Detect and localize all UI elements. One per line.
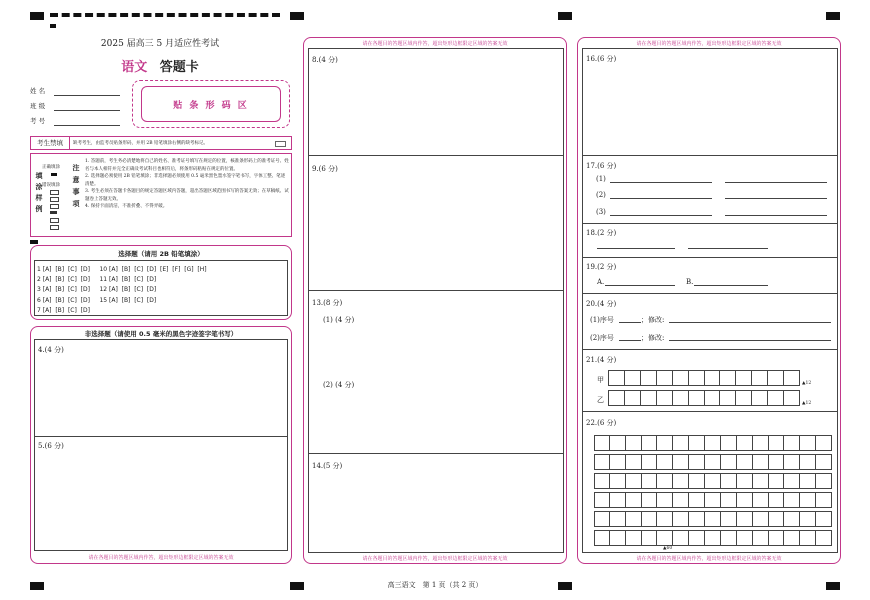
- q20-part1-seq-label: (1)序号: [590, 316, 614, 324]
- writing-cell[interactable]: [721, 530, 737, 546]
- writing-cell[interactable]: [626, 492, 642, 508]
- barcode-area: 贴 条 形 码 区: [141, 86, 281, 122]
- writing-cell[interactable]: [705, 473, 721, 489]
- writing-cell[interactable]: [816, 473, 832, 489]
- writing-cell[interactable]: [657, 435, 673, 451]
- writing-cell[interactable]: [626, 473, 642, 489]
- writing-cell[interactable]: [816, 492, 832, 508]
- writing-cell[interactable]: [610, 492, 626, 508]
- q18-line-a[interactable]: [597, 248, 675, 249]
- writing-cell[interactable]: [626, 530, 642, 546]
- answer-box-q17[interactable]: [582, 155, 838, 224]
- answer-box-q20[interactable]: [582, 293, 838, 350]
- card-name: 答题卡: [159, 60, 199, 75]
- answer-box-q16[interactable]: [582, 48, 838, 156]
- writing-cell[interactable]: [594, 454, 610, 470]
- notice-row: [30, 136, 292, 150]
- q17-part1-label: (1): [596, 175, 606, 183]
- choice-rows: [37, 265, 207, 316]
- writing-cell[interactable]: [689, 511, 705, 527]
- instruction-item: 3. 考生必须在答题卡各题目的规定答题区域内答题，超出答题区域范围书写的答案无效；在草稿纸、试题卷上答题无效。: [85, 189, 289, 202]
- writing-cell[interactable]: [753, 473, 769, 489]
- question-label-q14: 14.(5 分): [312, 462, 343, 470]
- q20-part2-fix-label: ；修改:: [641, 334, 665, 342]
- writing-cell[interactable]: [657, 530, 673, 546]
- writing-cell[interactable]: [657, 492, 673, 508]
- absent-mark-box[interactable]: [275, 141, 286, 147]
- writing-cell[interactable]: [816, 454, 832, 470]
- q21-jia-label: 甲: [597, 376, 604, 384]
- writing-cell[interactable]: [610, 530, 626, 546]
- exam-number-field[interactable]: 考 号: [30, 117, 46, 125]
- q20-part1-seq-line[interactable]: [619, 322, 641, 323]
- writing-cell[interactable]: [721, 511, 737, 527]
- writing-cell[interactable]: [769, 435, 785, 451]
- writing-cell[interactable]: [769, 454, 785, 470]
- writing-cell[interactable]: [800, 492, 816, 508]
- instructions-list: [85, 158, 289, 211]
- writing-cell[interactable]: [753, 454, 769, 470]
- writing-cell[interactable]: [737, 511, 753, 527]
- boundary-warning: 请在各题目的答题区域内作答，超出矩形边框限定区域的答案无效: [88, 555, 234, 561]
- correct-fill-label: 正确填涂: [42, 165, 60, 170]
- writing-cell[interactable]: [626, 511, 642, 527]
- boundary-warning: 请在各题目的答题区域内作答，超出矩形边框限定区域的答案无效: [636, 556, 782, 562]
- q20-part2-fix-line[interactable]: [669, 340, 831, 341]
- fill-example-title: 填涂样例: [35, 172, 44, 216]
- q19-a-label: A.: [597, 278, 605, 286]
- q18-line-b[interactable]: [688, 248, 768, 249]
- q17-part2-label: (2): [596, 191, 606, 199]
- writing-cell[interactable]: [689, 530, 705, 546]
- answer-box-q22[interactable]: [582, 411, 838, 553]
- writing-cell[interactable]: [673, 473, 689, 489]
- writing-cell[interactable]: [673, 454, 689, 470]
- writing-cell[interactable]: [610, 473, 626, 489]
- choice-row[interactable]: 3 [A] [B] [C] [D] 12 [A] [B] [C] [D]: [37, 286, 157, 294]
- writing-cell[interactable]: [657, 473, 673, 489]
- writing-cell[interactable]: [642, 435, 658, 451]
- writing-cell[interactable]: [610, 454, 626, 470]
- timing-mark: [826, 582, 840, 590]
- writing-cell[interactable]: [673, 435, 689, 451]
- choice-title: 选择题（请用 2B 铅笔填涂）: [118, 250, 204, 258]
- wrong-fill-sample: [50, 211, 57, 214]
- writing-cell[interactable]: [753, 492, 769, 508]
- writing-cell[interactable]: [784, 511, 800, 527]
- writing-cell[interactable]: [594, 511, 610, 527]
- writing-cell[interactable]: [800, 530, 816, 546]
- writing-cell[interactable]: [721, 454, 737, 470]
- choice-box: [34, 260, 288, 316]
- question-label-q9: 9.(6 分): [312, 165, 338, 173]
- q19-b-label: B.: [686, 278, 694, 286]
- wrong-fill-sample: [50, 190, 59, 195]
- writing-cell[interactable]: [610, 511, 626, 527]
- writing-cell[interactable]: [753, 511, 769, 527]
- q21-yi-label: 乙: [597, 396, 604, 404]
- writing-cell[interactable]: [626, 454, 642, 470]
- instruction-item: 2. 选择题必须使用 2B 铅笔填涂；非选择题必须使用 0.5 毫米黑色墨水签字笔书写，字体工整、笔迹清楚。: [85, 174, 286, 187]
- writing-cell[interactable]: [689, 492, 705, 508]
- question-label-q13-1: (1) (4 分): [323, 316, 355, 324]
- writing-cell[interactable]: [769, 511, 785, 527]
- answer-box-q21[interactable]: [582, 349, 838, 412]
- answer-box-q18[interactable]: [582, 223, 838, 258]
- choice-row[interactable]: 7 [A] [B] [C] [D]: [37, 306, 90, 314]
- writing-cell[interactable]: [816, 435, 832, 451]
- writing-cell[interactable]: [673, 511, 689, 527]
- writing-cell[interactable]: [721, 435, 737, 451]
- name-line[interactable]: [54, 95, 120, 96]
- writing-cell[interactable]: [800, 435, 816, 451]
- answer-box-q14[interactable]: [308, 453, 564, 553]
- writing-cell[interactable]: [800, 454, 816, 470]
- timing-mark: [50, 24, 56, 28]
- writing-cell[interactable]: [753, 530, 769, 546]
- choice-panel: [30, 245, 292, 320]
- writing-cell[interactable]: [610, 435, 626, 451]
- writing-cell[interactable]: [673, 530, 689, 546]
- writing-cell[interactable]: [705, 530, 721, 546]
- q22-count: ▲60: [663, 546, 673, 551]
- question-label-q19: 19.(2 分): [586, 263, 617, 271]
- wrong-fill-sample: [50, 218, 59, 223]
- writing-cell[interactable]: [816, 530, 832, 546]
- timing-mark: [558, 582, 572, 590]
- q17-part3-line-b[interactable]: [725, 215, 827, 216]
- choice-row[interactable]: 6 [A] [B] [C] [D] 15 [A] [B] [C] [D]: [37, 296, 157, 304]
- q17-part2-line-b[interactable]: [725, 198, 827, 199]
- writing-cell[interactable]: [705, 492, 721, 508]
- q21-jia-grid[interactable]: [608, 370, 800, 386]
- q17-part3-line-a[interactable]: [610, 215, 712, 216]
- writing-cell[interactable]: [721, 473, 737, 489]
- writing-cell[interactable]: [784, 530, 800, 546]
- writing-cell[interactable]: [673, 492, 689, 508]
- instructions-block: [30, 153, 292, 237]
- q22-grid[interactable]: [594, 435, 832, 546]
- writing-cell[interactable]: [642, 454, 658, 470]
- wrong-fill-sample: [50, 225, 59, 230]
- boundary-warning: 请在各题目的答题区域内作答，超出矩形边框限定区域的答案无效: [362, 556, 508, 562]
- writing-cell[interactable]: [769, 530, 785, 546]
- writing-cell[interactable]: [737, 530, 753, 546]
- timing-mark: [290, 582, 304, 590]
- class-line[interactable]: [54, 110, 120, 111]
- question-label-q22: 22.(6 分): [586, 419, 617, 427]
- writing-cell[interactable]: [800, 473, 816, 489]
- answer-box-q5[interactable]: [34, 436, 288, 551]
- writing-cell[interactable]: [689, 454, 705, 470]
- writing-cell[interactable]: [705, 454, 721, 470]
- writing-cell[interactable]: [721, 492, 737, 508]
- writing-cell[interactable]: [769, 492, 785, 508]
- q19-b-line[interactable]: [694, 285, 768, 286]
- page-footer: 高三语文 第 1 页（共 2 页）: [387, 581, 483, 589]
- barcode-area-outer: [132, 80, 290, 128]
- exam-title: 2025 届高三 5 月适应性考试: [100, 39, 220, 49]
- q20-part2-seq-label: (2)序号: [590, 334, 614, 342]
- writing-cell[interactable]: [642, 473, 658, 489]
- writing-cell[interactable]: [737, 492, 753, 508]
- writing-cell[interactable]: [594, 492, 610, 508]
- question-label-q21: 21.(4 分): [586, 356, 617, 364]
- q21-jia-count: ▲12: [802, 381, 812, 386]
- writing-cell[interactable]: [784, 492, 800, 508]
- choice-row[interactable]: 1 [A] [B] [C] [D] 10 [A] [B] [C] [D] [E] [F] [G] [H]: [37, 266, 207, 273]
- q20-part1-fix-label: ；修改:: [641, 316, 665, 324]
- writing-cell[interactable]: [642, 511, 658, 527]
- wrong-fill-sample: [50, 197, 59, 202]
- instruction-item: 1. 答题前，考生务必清楚地将自己的姓名、准考证号填写在规定的位置，核准条形码上的准考证号、姓名与本人相符并完全正确及考试科目也相符后，将条形码粘贴在规定的位置。: [85, 159, 289, 172]
- writing-cell[interactable]: [626, 435, 642, 451]
- notice-text: 缺考考生，由监考员贴条形码，并用 2B 铅笔填涂右侧的缺考标记。: [73, 141, 209, 146]
- writing-cell[interactable]: [689, 473, 705, 489]
- choice-row[interactable]: 2 [A] [B] [C] [D] 11 [A] [B] [C] [D]: [37, 276, 157, 284]
- writing-cell[interactable]: [657, 454, 673, 470]
- q21-yi-grid[interactable]: [608, 390, 800, 406]
- writing-cell[interactable]: [737, 454, 753, 470]
- nonchoice-title: 非选择题（请使用 0.5 毫米的黑色字迹签字笔书写）: [84, 330, 238, 338]
- nonchoice-panel-left: [30, 326, 292, 564]
- writing-cell[interactable]: [737, 473, 753, 489]
- writing-cell[interactable]: [784, 473, 800, 489]
- writing-cell[interactable]: [642, 492, 658, 508]
- writing-cell[interactable]: [816, 511, 832, 527]
- writing-cell[interactable]: [705, 435, 721, 451]
- question-label-q8: 8.(4 分): [312, 56, 338, 64]
- q17-part3-label: (3): [596, 208, 606, 216]
- q17-part1-line-a[interactable]: [610, 182, 712, 183]
- question-label-q18: 18.(2 分): [586, 229, 617, 237]
- answer-box-q9[interactable]: [308, 155, 564, 291]
- boundary-warning: 请在各题目的答题区域内作答，超出矩形边框限定区域的答案无效: [636, 41, 782, 47]
- name-field[interactable]: 姓 名: [30, 87, 46, 95]
- timing-mark: [30, 240, 38, 244]
- answer-box-q19[interactable]: [582, 257, 838, 294]
- wrong-fill-sample: [50, 204, 59, 209]
- writing-cell[interactable]: [705, 511, 721, 527]
- writing-cell[interactable]: [769, 473, 785, 489]
- answer-box-q4[interactable]: [34, 339, 288, 437]
- timing-mark: [290, 12, 304, 20]
- writing-cell[interactable]: [594, 473, 610, 489]
- answer-box-q8[interactable]: [308, 48, 564, 156]
- timing-mark: [826, 12, 840, 20]
- instruction-item: 4. 保持卡面清洁，不准折叠、不得弄破。: [85, 204, 168, 209]
- timing-mark: [30, 12, 44, 20]
- boundary-warning: 请在各题目的答题区域内作答，超出矩形边框限定区域的答案无效: [362, 41, 508, 47]
- writing-cell[interactable]: [594, 435, 610, 451]
- writing-cell[interactable]: [753, 435, 769, 451]
- q17-part1-line-b[interactable]: [725, 182, 827, 183]
- question-label-q17: 17.(6 分): [586, 162, 617, 170]
- exam-number-line[interactable]: [54, 125, 120, 126]
- card-title: [30, 56, 290, 75]
- question-label-q13-2: (2) (4 分): [323, 381, 355, 389]
- timing-mark: [558, 12, 572, 20]
- question-label-q5: 5.(6 分): [38, 442, 64, 450]
- wrong-fill-label: 错误填涂: [42, 183, 60, 188]
- writing-cell[interactable]: [800, 511, 816, 527]
- subject-label: 语文: [121, 60, 148, 75]
- q17-part2-line-a[interactable]: [610, 198, 712, 199]
- q20-part1-fix-line[interactable]: [669, 322, 831, 323]
- writing-cell[interactable]: [784, 454, 800, 470]
- class-field[interactable]: 班 级: [30, 102, 46, 110]
- writing-cell[interactable]: [642, 530, 658, 546]
- notice-label: 考生禁填: [31, 137, 70, 149]
- q21-yi-count: ▲12: [802, 401, 812, 406]
- correct-fill-sample: [51, 173, 57, 176]
- writing-cell[interactable]: [784, 435, 800, 451]
- question-label-q13: 13.(8 分): [312, 299, 343, 307]
- writing-cell[interactable]: [594, 530, 610, 546]
- question-label-q20: 20.(4 分): [586, 300, 617, 308]
- instructions-title: 注意事项: [72, 164, 81, 212]
- right-panel: [577, 37, 841, 564]
- dashed-marker: [50, 13, 280, 17]
- writing-cell[interactable]: [657, 511, 673, 527]
- timing-mark: [30, 582, 44, 590]
- answer-box-q13[interactable]: [308, 290, 564, 454]
- writing-cell[interactable]: [689, 435, 705, 451]
- question-label-q4: 4.(4 分): [38, 346, 64, 354]
- middle-panel: [303, 37, 567, 564]
- q19-a-line[interactable]: [605, 285, 675, 286]
- writing-cell[interactable]: [737, 435, 753, 451]
- question-label-q16: 16.(6 分): [586, 55, 617, 63]
- q20-part2-seq-line[interactable]: [619, 340, 641, 341]
